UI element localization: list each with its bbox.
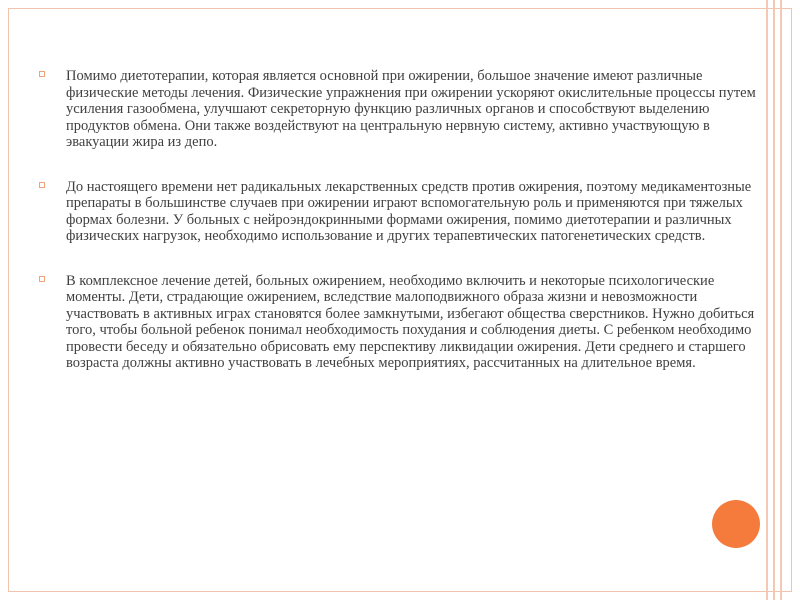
bullet-item [36,179,756,245]
bullet-text: Помимо диетотерапии, которая является основной при ожирении, большое значение имеют различные физические методы лечения. Физические упражнения при ожирении ускоряют окислительные процессы путем усиления газообмена, улучшают секреторную функцию различных органов и способствуют выделению продуктов обмена. Они также воздействуют на центральную нервную систему, активно участвующую в эвакуации жира из депо. [66,68,756,150]
slide-content [36,68,756,400]
square-bullet-icon [39,182,45,188]
decorative-stripe [780,0,782,600]
orange-circle-decoration [712,500,760,548]
bullet-text: В комплексное лечение детей, больных ожирением, необходимо включить и некоторые психологические моменты. Дети, страдающие ожирением, вследствие малоподвижного образа жизни и невозможности участвовать в активных играх становятся более замкнутыми, избегают общества сверстников. Нужно добиться того, чтобы больной ребенок понимал необходимость похудания и соблюдения диеты. С ребенком необходимо провести беседу и обязательно обрисовать ему перспективу ликвидации ожирения. Дети среднего и старшего возраста должны активно участвовать в лечебных мероприятиях, рассчитанных на длительное время. [66,272,755,371]
square-bullet-icon [39,276,45,282]
bullet-text: До настоящего времени нет радикальных лекарственных средств против ожирения, поэтому медикаментозные препараты в большинстве случаев при ожирении играют вспомогательную роль и применяются при тяжелых формах болезни. У больных с нейроэндокринными формами ожирения, помимо диетотерапии и различных физических нагрузок, необходимо использование и других терапевтических патогенетических средств. [66,178,752,244]
bullet-item [36,68,756,151]
decorative-stripe [766,0,768,600]
decorative-stripe [773,0,775,600]
bullet-item [36,273,756,372]
square-bullet-icon [39,71,45,77]
